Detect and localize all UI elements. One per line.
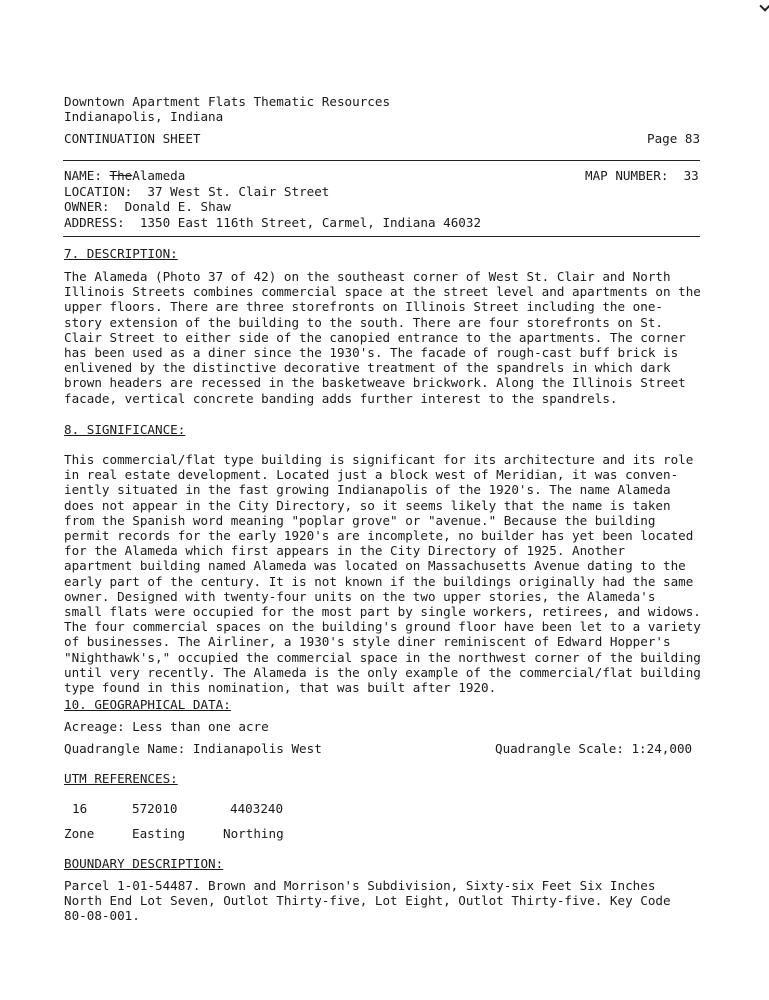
description-body: The Alameda (Photo 37 of 42) on the southeast corner of West St. Clair and North Illinois Streets combines commercial space at the street level and apartments on the upper floors. There are three storefronts on Illinois Street including the one- story extension of the building to the south. There are four storefronts on St. Clair Street to either side of the canopied entrance to the apartments. The corner has been used as a diner since the 1930's. The facade of rough-cast buff brick is enlivened by the distinctive decorative treatment of the spandrels in which dark brown headers are recessed in the basketweave brickwork. Along the Illinois Street facade, vertical concrete banding adds further interest to the spandrels. (64, 269, 701, 406)
name-value: Alameda (132, 168, 186, 183)
corner-tick-mark (759, 0, 769, 11)
utm-northing-value: 4403240 (230, 801, 284, 816)
name-struck-word: The (109, 168, 133, 183)
address-value: 1350 East 116th Street, Carmel, Indiana 46032 (139, 215, 482, 230)
location-label: LOCATION: (64, 184, 133, 199)
quadrangle-scale: Quadrangle Scale: 1:24,000 (495, 741, 693, 756)
continuation-sheet-label: CONTINUATION SHEET (64, 131, 201, 146)
easting-label: Easting (132, 826, 186, 841)
geo-heading: 10. GEOGRAPHICAL DATA: (64, 697, 231, 712)
owner-label: OWNER: (64, 199, 110, 214)
location-row (64, 184, 329, 199)
owner-row (64, 199, 231, 214)
utm-zone-value: 16 (72, 801, 88, 816)
map-number-value: 33 (683, 168, 699, 183)
significance-heading: 8. SIGNIFICANCE: (64, 422, 186, 437)
location-subtitle: Indianapolis, Indiana (64, 109, 224, 124)
boundary-heading: BOUNDARY DESCRIPTION: (64, 856, 224, 871)
description-heading: 7. DESCRIPTION: (64, 246, 178, 261)
zone-label: Zone (64, 826, 95, 841)
map-number-label: MAP NUMBER: (585, 168, 669, 183)
address-row (64, 215, 481, 230)
utm-heading: UTM REFERENCES: (64, 771, 178, 786)
utm-easting-value: 572010 (132, 801, 178, 816)
name-label: NAME: (64, 168, 102, 183)
page-number: Page 83 (647, 131, 701, 146)
quadrangle-name: Quadrangle Name: Indianapolis West (64, 741, 322, 756)
location-value: 37 West St. Clair Street (147, 184, 330, 199)
owner-value: Donald E. Shaw (124, 199, 231, 214)
thematic-title: Downtown Apartment Flats Thematic Resources (64, 94, 391, 109)
name-row (64, 168, 185, 183)
boundary-body: Parcel 1-01-54487. Brown and Morrison's Subdivision, Sixty-six Feet Six Inches North End Lot Seven, Outlot Thirty-five, Lot Eight, Outlot Thirty-five. Key Code 80-08-001. (64, 878, 671, 924)
significance-body: This commercial/flat type building is significant for its architecture and its role in real estate development. Located just a block west of Meridian, it was conven- iently situated in the fast growing Indianapolis of the 1920's. The name Alameda does not appear in the City Directory, so it seems likely that the name is taken from the Spanish word meaning "poplar grove" or "avenue." Because the building permit records for the early 1920's are incomplete, no builder has yet been located for the Alameda which first appears in the City Directory of 1925. Another apartment building named Alameda was located on Massachusetts Avenue dating to the early part of the century. It is not known if the buildings originally had the same owner. Designed with twenty-four units on the two upper stories, the Alameda's small flats were occupied for the most part by single workers, retirees, and widows. The four commercial spaces on the building's ground floor have been let to a variety of businesses. The Airliner, a 1930's style diner reminiscent of Edward Hopper's "Nighthawk's," occupied the commercial space in the northwest corner of the building until very recently. The Alameda is the only example of the commercial/flat building type found in this nomination, that was built after 1920. (64, 452, 701, 696)
header-divider (63, 160, 700, 161)
northing-label: Northing (223, 826, 284, 841)
map-number-row (585, 168, 699, 183)
address-label: ADDRESS: (64, 215, 125, 230)
acreage-text: Acreage: Less than one acre (64, 719, 269, 734)
info-divider (63, 236, 700, 237)
